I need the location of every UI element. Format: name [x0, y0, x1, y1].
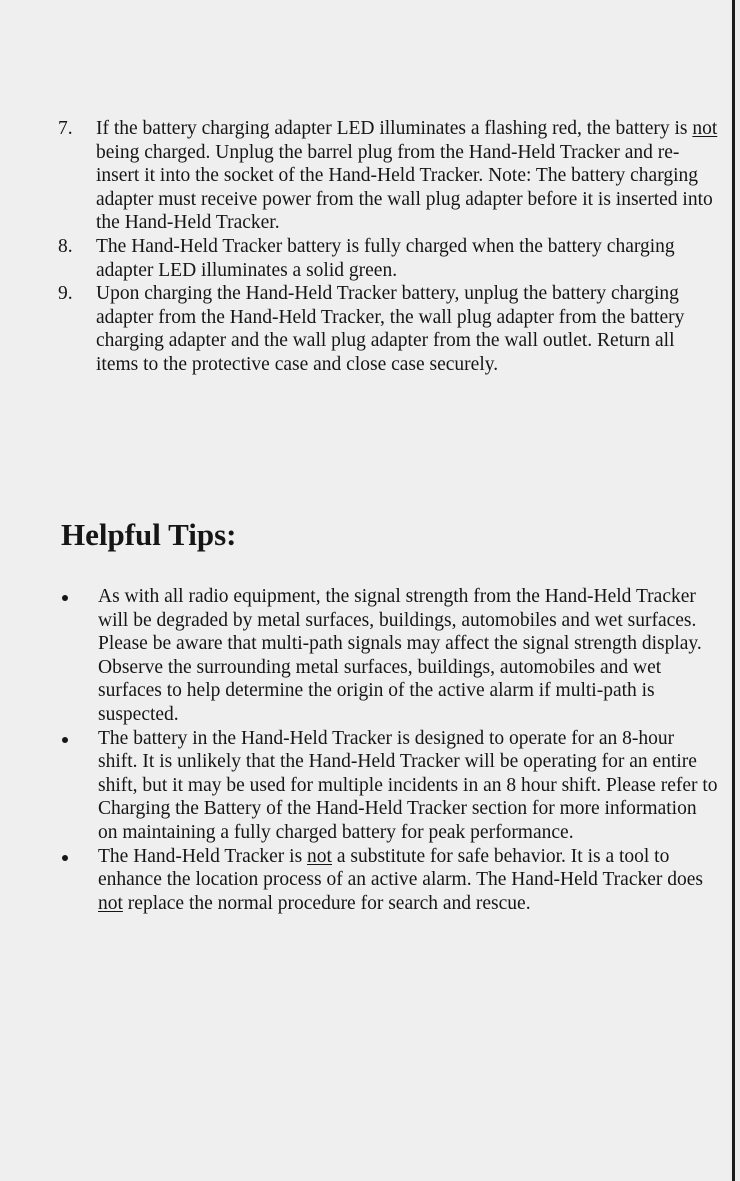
charging-steps-list	[58, 117, 718, 377]
step-text: The Hand-Held Tracker battery is fully charged when the battery charging adapter LED illuminates a solid green.	[96, 235, 675, 281]
helpful-tips-list	[58, 585, 718, 915]
step-item-7	[58, 117, 718, 235]
step-emphasis: not	[692, 118, 718, 139]
step-item-9	[58, 282, 718, 376]
step-item-8	[58, 235, 718, 282]
tip-text: The Hand-Held Tracker is	[98, 845, 308, 867]
bullet-icon	[62, 737, 68, 743]
step-number: 7.	[58, 118, 73, 139]
tip-emphasis: not	[307, 845, 332, 867]
tip-text: As with all radio equipment, the signal strength from the Hand-Held Tracker will be degraded by metal surfaces, buildings, automobiles and wet surfaces. Please be aware that multi-path signals may affect the signal strength display. Observe the surrounding metal surfaces, buildings, automobiles and wet surfaces to help determine the origin of the active alarm if multi-path is suspected.	[98, 586, 702, 725]
tip-item-safe-behavior	[58, 845, 718, 916]
bullet-icon	[62, 595, 68, 601]
step-number: 8.	[58, 235, 73, 257]
tip-text: The battery in the Hand-Held Tracker is designed to operate for an 8-hour shift. It is unlikely that the Hand-Held Tracker will be operating for an entire shift, but it may be used for multiple incidents in an 8 hour shift. Please refer to Charging the Battery of the Hand-Held Tracker section for more information on maintaining a fully charged battery for peak performance.	[98, 727, 718, 843]
tip-item-battery-shift	[58, 727, 718, 845]
helpful-tips-heading: Helpful Tips:	[61, 517, 237, 552]
step-number: 9.	[58, 283, 73, 305]
tip-item-signal-strength	[58, 585, 718, 727]
step-text-continued: being charged. Unplug the barrel plug from the Hand-Held Tracker and re-insert it into the socket of the Hand-Held Tracker. Note: The battery charging adapter must receive power from the wall plug adapter before it is inserted into the Hand-Held Tracker.	[96, 141, 713, 234]
step-text: Upon charging the Hand-Held Tracker battery, unplug the battery charging adapter from the Hand-Held Tracker, the wall plug adapter from the battery charging adapter and the wall plug adapter from the wall outlet. Return all items to the protective case and close case securely.	[96, 283, 685, 375]
step-text: If the battery charging adapter LED illuminates a flashing red, the battery is	[96, 118, 693, 139]
tip-text-middle: a substitute for safe behavior. It is a tool to enhance the location process of an active alarm. The Hand-Held Tracker does	[98, 845, 703, 891]
bullet-icon	[62, 855, 68, 861]
tip-text-end: replace the normal procedure for search and rescue.	[122, 892, 531, 914]
tip-emphasis-2: not	[98, 892, 123, 914]
